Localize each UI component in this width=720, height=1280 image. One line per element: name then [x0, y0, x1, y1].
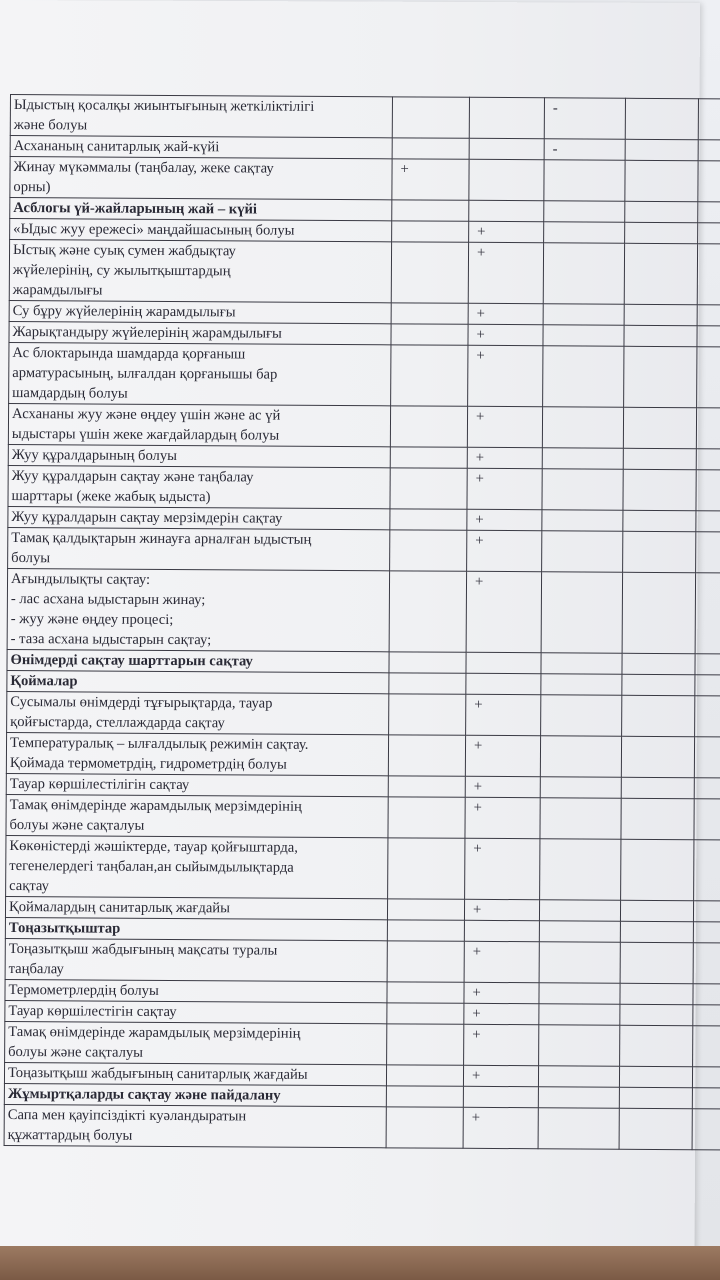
mark-cell — [698, 202, 720, 223]
mark-cell — [541, 572, 622, 653]
mark-cell — [698, 161, 720, 202]
mark-cell — [390, 530, 467, 571]
mark-cell: + — [464, 941, 539, 982]
mark-cell — [695, 675, 720, 696]
criterion-text: Ыдыстың қосалқы жиынтығының жеткіліктілігі және болуы — [10, 95, 392, 138]
mark-cell — [544, 222, 625, 243]
mark-cell: + — [468, 303, 543, 324]
criterion-text: Жуу құралдарын сақтау және таңбалау шарттары (жеке жабық ыдыста) — [8, 465, 390, 508]
mark-cell — [540, 839, 621, 900]
table-row — [9, 240, 720, 306]
mark-cell: + — [465, 776, 540, 797]
mark-cell — [463, 1086, 538, 1107]
mark-cell — [540, 777, 621, 798]
mark-cell — [697, 347, 720, 408]
mark-cell — [620, 1025, 693, 1066]
mark-cell — [388, 797, 465, 838]
mark-cell — [391, 242, 468, 303]
mark-cell — [697, 326, 720, 347]
mark-cell — [542, 510, 623, 531]
section-title: Асблогы үй-жайларының жай – күйі — [10, 198, 392, 221]
mark-cell — [695, 696, 720, 737]
mark-cell: + — [467, 406, 542, 447]
mark-cell: + — [465, 838, 540, 899]
mark-cell: + — [467, 530, 542, 571]
mark-cell — [696, 470, 720, 511]
mark-cell — [387, 920, 464, 941]
table-row — [4, 1104, 720, 1150]
mark-cell — [388, 735, 465, 776]
table-row — [6, 732, 720, 778]
table-row — [7, 691, 720, 737]
mark-cell — [469, 200, 544, 221]
mark-cell — [541, 674, 622, 695]
mark-cell — [543, 325, 624, 346]
mark-cell: + — [463, 1065, 538, 1086]
table-surface — [0, 1246, 720, 1280]
mark-cell — [625, 98, 698, 139]
mark-cell — [693, 943, 720, 984]
mark-cell — [389, 571, 466, 652]
table-row — [10, 95, 720, 141]
mark-cell — [625, 222, 698, 243]
mark-cell — [619, 1108, 692, 1149]
mark-cell — [696, 408, 720, 449]
mark-cell: + — [463, 1107, 538, 1148]
mark-cell — [620, 900, 693, 921]
mark-cell — [469, 97, 544, 138]
mark-cell — [692, 1067, 720, 1088]
mark-cell — [539, 900, 620, 921]
mark-cell — [624, 325, 697, 346]
mark-cell: + — [467, 447, 542, 468]
criterion-text: Асхананың санитарлық жай-күйі — [10, 136, 392, 159]
mark-cell — [539, 1025, 620, 1066]
mark-cell — [387, 1024, 464, 1065]
mark-cell — [389, 673, 466, 694]
mark-cell — [692, 1088, 720, 1109]
mark-cell — [469, 138, 544, 159]
mark-cell — [386, 1107, 463, 1148]
criterion-text: «Ыдыс жуу ережесі» маңдайшасының болуы — [10, 219, 392, 242]
mark-cell — [622, 695, 695, 736]
mark-cell — [622, 572, 695, 653]
mark-cell — [624, 243, 697, 304]
mark-cell — [623, 510, 696, 531]
criterion-text: Сусымалы өнімдерді тұғырықтарда, тауар қойғыстарда, стеллаждарда сақтау — [7, 691, 389, 734]
mark-cell — [392, 97, 469, 138]
mark-cell — [543, 304, 624, 325]
mark-cell — [621, 736, 694, 777]
criterion-text: Сапа мен қауіпсіздікті куәландыратын құжаттардың болуы — [4, 1104, 386, 1147]
mark-cell — [693, 922, 720, 943]
mark-cell: + — [465, 735, 540, 776]
mark-cell — [697, 305, 720, 326]
mark-cell: + — [466, 694, 541, 735]
criterion-text: Қоймалардың санитарлық жағдайы — [5, 896, 387, 919]
mark-cell — [538, 1108, 619, 1149]
mark-cell — [387, 899, 464, 920]
mark-cell — [389, 694, 466, 735]
mark-cell — [391, 324, 468, 345]
mark-cell — [539, 1004, 620, 1025]
criterion-text: Жуу құралдарын сақтау мерзімдерін сақтау — [8, 506, 390, 529]
section-title: Өнімдерді сақтау шарттарын сақтау — [7, 649, 389, 672]
mark-cell — [544, 160, 625, 201]
mark-cell — [693, 984, 720, 1005]
mark-cell — [619, 1087, 692, 1108]
mark-cell: - — [544, 98, 625, 139]
mark-cell: + — [464, 1024, 539, 1065]
mark-cell: + — [468, 242, 543, 303]
mark-cell: + — [468, 324, 543, 345]
mark-cell — [392, 200, 469, 221]
table-row — [5, 1021, 720, 1067]
mark-cell — [387, 982, 464, 1003]
criterion-text: Ағындылықты сақтау: - лас асхана ыдыстарын жинау; - жуу және өңдеу процесі; - таза асхана ыдыстарын сақтау; — [7, 568, 389, 651]
mark-cell: + — [392, 159, 469, 200]
mark-cell — [695, 654, 720, 675]
criterion-text: Тамақ өнімдерінде жарамдылық мерзімдерінің болуы және сақталуы — [5, 1021, 387, 1064]
mark-cell — [390, 509, 467, 530]
mark-cell — [623, 448, 696, 469]
criterion-text: Жуу құралдарының болуы — [8, 444, 390, 467]
mark-cell — [391, 303, 468, 324]
mark-cell: + — [466, 571, 541, 652]
mark-cell: + — [465, 797, 540, 838]
mark-cell: + — [469, 221, 544, 242]
mark-cell — [466, 673, 541, 694]
mark-cell — [621, 777, 694, 798]
mark-cell — [623, 407, 696, 448]
mark-cell — [622, 674, 695, 695]
mark-cell — [387, 1003, 464, 1024]
mark-cell: + — [468, 345, 543, 406]
mark-cell — [623, 531, 696, 572]
criterion-text: Температуралық – ылғалдылық режимін сақтау. Қоймада термометрдің, гидрометрдің болуы — [6, 732, 388, 775]
mark-cell — [464, 920, 539, 941]
mark-cell — [390, 406, 467, 447]
mark-cell — [692, 1109, 720, 1150]
table-row — [5, 938, 720, 984]
mark-cell — [544, 201, 625, 222]
mark-cell: - — [544, 139, 625, 160]
criterion-text: Тамақ қалдықтарын жинауға арналған ыдыстың болуы — [8, 527, 390, 570]
mark-cell — [698, 99, 720, 140]
mark-cell — [694, 737, 720, 778]
mark-cell — [540, 736, 621, 777]
mark-cell — [541, 695, 622, 736]
mark-cell — [391, 345, 468, 406]
mark-cell: + — [464, 982, 539, 1003]
mark-cell: + — [467, 468, 542, 509]
mark-cell — [542, 469, 623, 510]
mark-cell — [696, 449, 720, 470]
mark-cell — [543, 243, 624, 304]
criterion-text: Көкөністерді жәшіктерде, тауар қойғыштарда, тегенелердегі таңбалан,ан сыйымдылықтарда сақтау — [6, 835, 388, 898]
mark-cell — [694, 799, 720, 840]
mark-cell — [542, 407, 623, 448]
mark-cell — [620, 921, 693, 942]
table-row — [8, 403, 720, 449]
mark-cell — [696, 511, 720, 532]
mark-cell — [386, 1086, 463, 1107]
section-title: Тоңазытқыштар — [5, 917, 387, 940]
mark-cell — [621, 839, 694, 900]
criterion-text: Тоңазытқыш жабдығының мақсаты туралы таңбалау — [5, 938, 387, 981]
mark-cell — [693, 1026, 720, 1067]
checklist-body — [4, 95, 720, 1151]
criterion-text: Су бұру жүйелерінің жарамдылығы — [9, 300, 391, 323]
table-row — [8, 527, 720, 573]
mark-cell — [695, 573, 720, 654]
mark-cell — [538, 1066, 619, 1087]
mark-cell — [469, 159, 544, 200]
mark-cell — [388, 838, 465, 899]
mark-cell — [625, 201, 698, 222]
mark-cell — [622, 653, 695, 674]
mark-cell — [696, 532, 720, 573]
criterion-text: Ыстық және суық сумен жабдықтау жүйелерінің, су жылытқыштардың жарамдылығы — [9, 240, 391, 303]
table-row — [6, 794, 720, 840]
mark-cell: + — [464, 1003, 539, 1024]
criterion-text: Асхананы жуу және өңдеу үшін және ас үй ыдыстары үшін жеке жағдайлардың болуы — [8, 403, 390, 446]
mark-cell — [694, 778, 720, 799]
criterion-text: Тауар көршілестілігін сақтау — [6, 773, 388, 796]
mark-cell — [540, 798, 621, 839]
mark-cell — [539, 942, 620, 983]
mark-cell — [539, 983, 620, 1004]
mark-cell — [620, 942, 693, 983]
mark-cell — [625, 139, 698, 160]
mark-cell — [388, 776, 465, 797]
criterion-text: Жинау мүкәммалы (таңбалау, жеке сақтау орны) — [10, 157, 392, 200]
mark-cell — [693, 1005, 720, 1026]
checklist-table — [4, 94, 720, 1151]
mark-cell — [693, 901, 720, 922]
mark-cell — [390, 447, 467, 468]
mark-cell — [542, 531, 623, 572]
table-row — [9, 342, 720, 408]
mark-cell — [624, 346, 697, 407]
mark-cell — [387, 941, 464, 982]
mark-cell — [698, 223, 720, 244]
table-row — [8, 465, 720, 511]
criterion-text: Термометрлердің болуы — [5, 979, 387, 1002]
mark-cell — [543, 346, 624, 407]
mark-cell — [539, 921, 620, 942]
criterion-text: Жарықтандыру жүйелерінің жарамдылығы — [9, 321, 391, 344]
table-row — [6, 835, 720, 901]
mark-cell — [625, 160, 698, 201]
mark-cell — [621, 798, 694, 839]
mark-cell — [697, 244, 720, 305]
criterion-text: Тоңазытқыш жабдығының санитарлық жағдайы — [4, 1062, 386, 1085]
section-title: Қоймалар — [7, 670, 389, 693]
mark-cell — [538, 1087, 619, 1108]
criterion-text: Тамақ өнімдерінде жарамдылық мерзімдерінің болуы және сақталуы — [6, 794, 388, 837]
mark-cell — [541, 653, 622, 674]
mark-cell — [698, 140, 720, 161]
mark-cell — [390, 468, 467, 509]
mark-cell: + — [467, 509, 542, 530]
mark-cell: + — [464, 899, 539, 920]
criterion-text: Ас блоктарында шамдарда қорғаныш арматурасының, ылғалдан қорғанышы бар шамдардың болуы — [9, 342, 391, 405]
mark-cell — [542, 448, 623, 469]
table-row — [7, 568, 720, 654]
mark-cell — [386, 1065, 463, 1086]
section-title: Жұмыртқаларды сақтау және пайдалану — [4, 1083, 386, 1106]
mark-cell — [620, 1004, 693, 1025]
mark-cell — [466, 652, 541, 673]
mark-cell — [623, 469, 696, 510]
mark-cell — [392, 221, 469, 242]
mark-cell — [389, 652, 466, 673]
criterion-text: Тауар көршілестігін сақтау — [5, 1000, 387, 1023]
mark-cell — [392, 138, 469, 159]
mark-cell — [624, 304, 697, 325]
table-row — [10, 157, 720, 203]
mark-cell — [694, 840, 720, 901]
mark-cell — [619, 1066, 692, 1087]
mark-cell — [620, 983, 693, 1004]
